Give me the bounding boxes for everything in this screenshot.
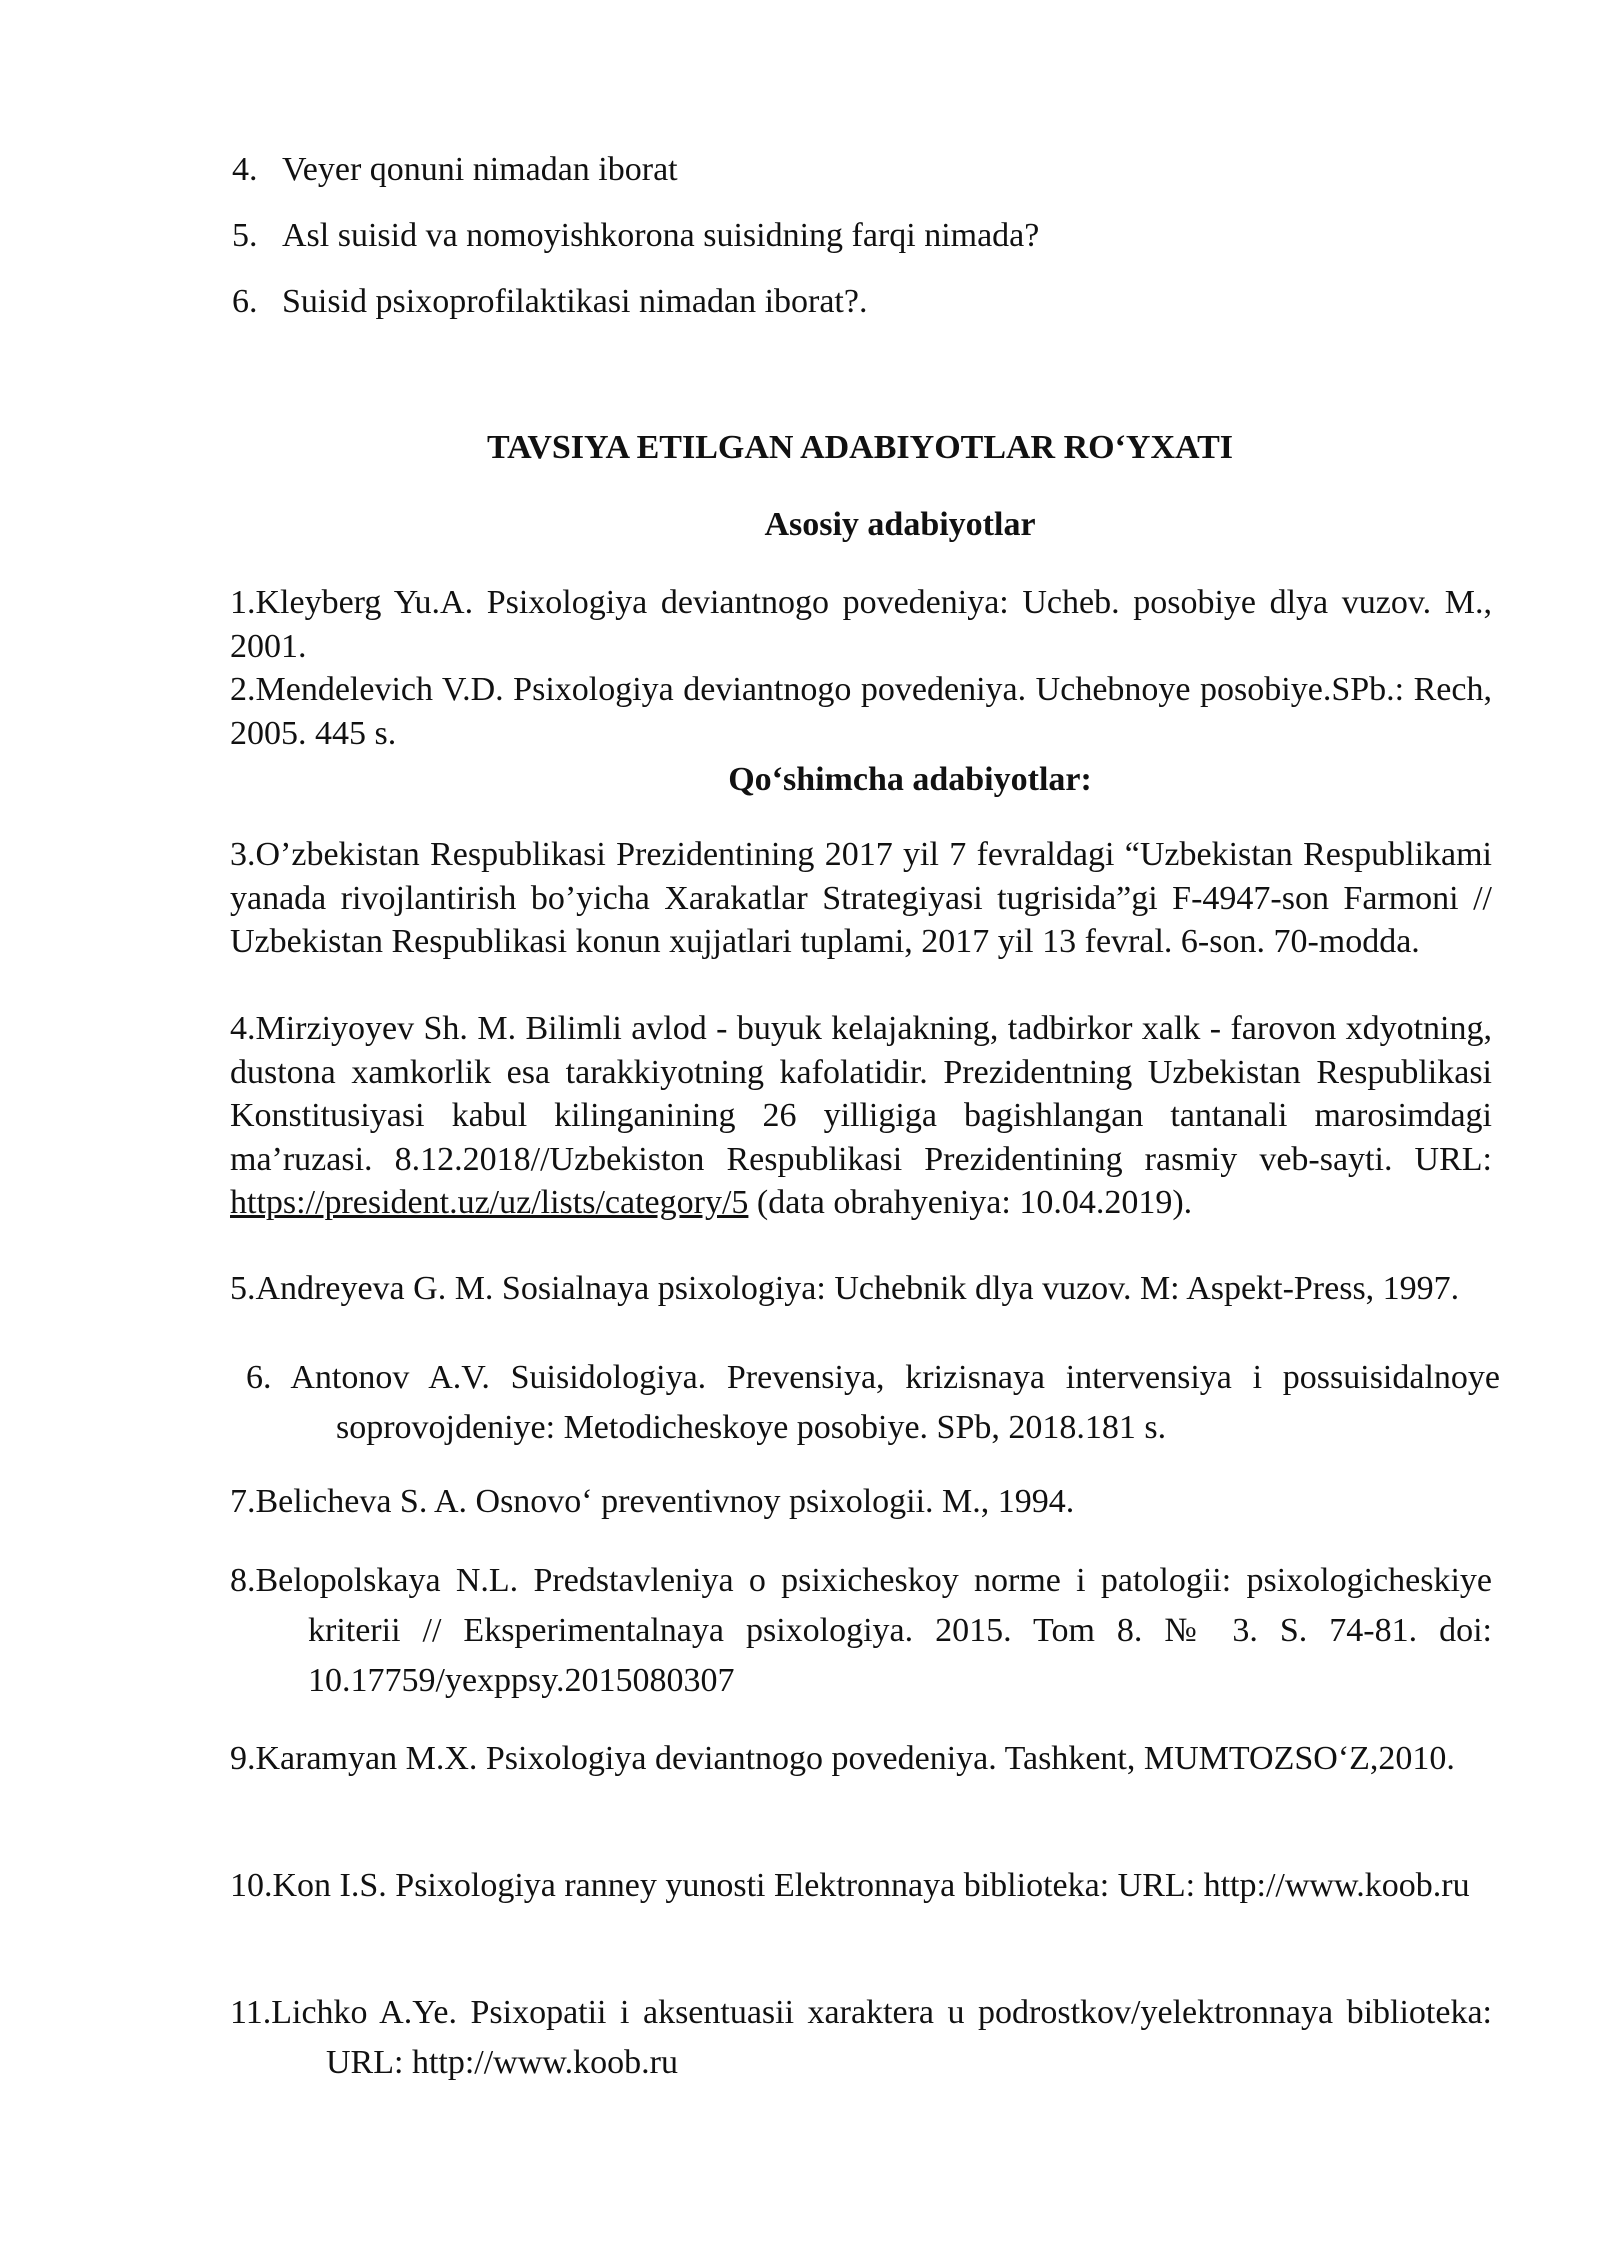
question-item bbox=[232, 216, 1432, 282]
basic-literature-heading: Asosiy adabiyotlar bbox=[764, 506, 1036, 543]
question-number: 4. bbox=[232, 151, 258, 188]
question-number: 6. bbox=[232, 283, 258, 320]
reference-item-8: 8.Belopolskaya N.L. Predstavleniya o psixicheskoy norme i patologii: psixologicheskiye kriterii // Eksperimentalnaya psixologiya. 2015. Tom 8. № 3. S. 74-81. doi: 10.17759/yexppsy.2015080307 bbox=[230, 1562, 1492, 1699]
additional-literature-heading: Qo‘shimcha adabiyotlar: bbox=[728, 761, 1092, 798]
question-number: 5. bbox=[232, 217, 258, 254]
question-text: Asl suisid va nomoyishkorona suisidning farqi nimada? bbox=[282, 217, 1040, 254]
question-item bbox=[232, 282, 1432, 348]
question-text: Suisid psixoprofilaktikasi nimadan iborat?. bbox=[282, 283, 868, 320]
reference-item-9: 9.Karamyan M.X. Psixologiya deviantnogo povedeniya. Tashkent, MUMTOZSO‘Z,2010. bbox=[230, 1740, 1455, 1777]
question-text: Veyer qonuni nimadan iborat bbox=[282, 151, 678, 188]
reference-item-5: 5.Andreyeva G. M. Sosialnaya psixologiya: Uchebnik dlya vuzov. M: Aspekt-Press, 1997. bbox=[230, 1270, 1460, 1307]
reference-4-text: 4.Mirziyoyev Sh. M. Bilimli avlod - buyuk kelajakning, tadbirkor xalk - farovon xdyotning, dustona xamkorlik esa tarakkiyotning kafolatidir. Prezidentning Uzbekistan Respublikasi Konstitusiyasi kabul kilinganining 26 yilligiga bagishlangan tantanali marosimdagi ma’ruzasi. 8.12.2018//Uzbekiston Respublikasi Prezidentining rasmiy veb-sayti. URL: bbox=[230, 1010, 1492, 1178]
reference-item-6: 6. Antonov A.V. Suisidologiya. Prevensiya, krizisnaya intervensiya i possuisidalnoye soprovojdeniye: Metodicheskoye posobiye. SPb, 2018.181 s. bbox=[246, 1359, 1500, 1446]
president-website-link[interactable]: https://president.uz/uz/lists/category/5 bbox=[230, 1184, 749, 1221]
reference-item-2: 2.Mendelevich V.D. Psixologiya deviantnogo povedeniya. Uchebnoye posobiye.SPb.: Rech, 2005. 445 s. bbox=[230, 671, 1492, 752]
reference-item-7: 7.Belicheva S. A. Osnovo‘ preventivnoy psixologii. M., 1994. bbox=[230, 1483, 1075, 1520]
reference-item-10: 10.Kon I.S. Psixologiya ranney yunosti Elektronnaya biblioteka: URL: http://www.koob.ru bbox=[230, 1867, 1470, 1904]
reference-item-1: 1.Kleyberg Yu.A. Psixologiya deviantnogo povedeniya: Ucheb. posobiye dlya vuzov. M., 2001. bbox=[230, 584, 1492, 665]
reference-4-access-date: (data obrahyeniya: 10.04.2019). bbox=[748, 1184, 1193, 1221]
question-list bbox=[232, 150, 1432, 348]
reference-item-4 bbox=[230, 1007, 1492, 1225]
reference-item-11: 11.Lichko A.Ye. Psixopatii i aksentuasii xaraktera u podrostkov/yelektronnaya biblioteka: URL: http://www.koob.ru bbox=[230, 1994, 1492, 2081]
reference-item-3: 3.O’zbekistan Respublikasi Prezidentining 2017 yil 7 fevraldagi “Uzbekistan Respublikami yanada rivojlantirish bo’yicha Xarakatlar Strategiyasi tugrisida”gi F-4947-son Farmoni // Uzbekistan Respublikasi konun xujjatlari tuplami, 2017 yil 13 fevral. 6-son. 70-modda. bbox=[230, 836, 1492, 960]
question-item bbox=[232, 150, 1432, 216]
bibliography-heading: TAVSIYA ETILGAN ADABIYOTLAR RO‘YXATI bbox=[487, 429, 1233, 466]
